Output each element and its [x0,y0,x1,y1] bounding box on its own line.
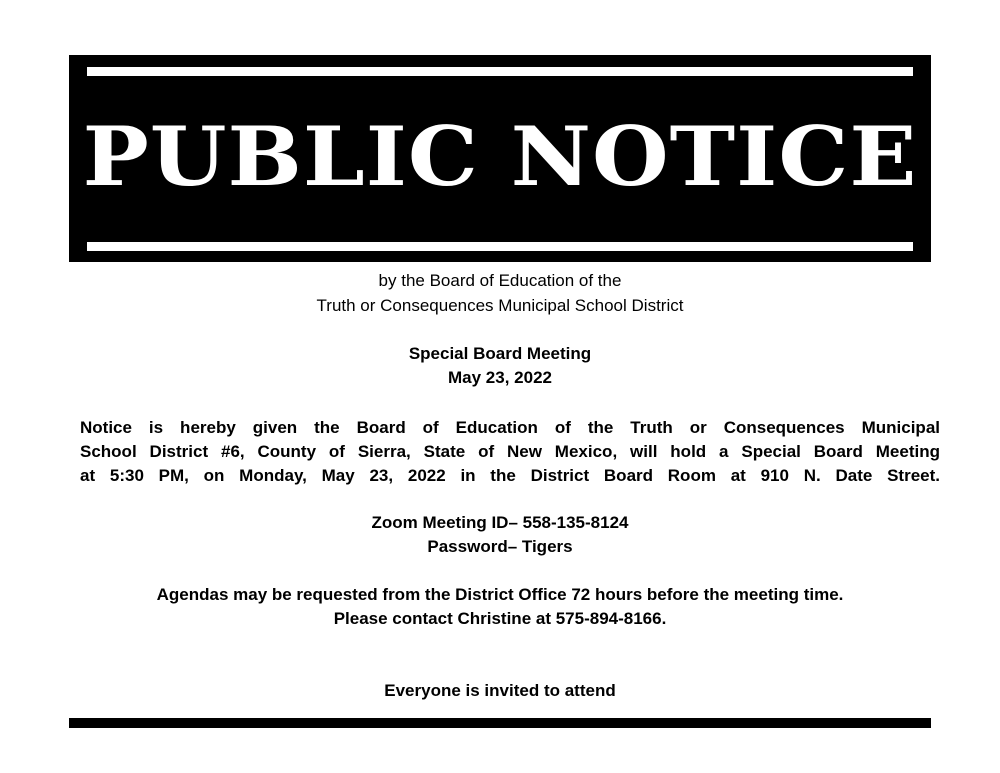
closing-line: Everyone is invited to attend [384,681,616,700]
subtitle-line-2: Truth or Consequences Municipal School District [316,296,684,315]
banner-title: PUBLIC NOTICE [82,107,918,205]
meeting-date: May 23, 2022 [448,368,552,387]
zoom-meeting-id: Zoom Meeting ID– 558-135-8124 [371,513,629,532]
banner-top-rule [87,67,913,76]
public-notice-banner [69,55,931,262]
banner-bottom-rule [87,242,913,251]
notice-line-3: at 5:30 PM, on Monday, May 23, 2022 in the District Board Room at 910 N. Date Street. [80,466,940,485]
notice-line-2: School District #6, County of Sierra, State of New Mexico, will hold a Special Board Meeting [80,442,940,461]
subtitle-line-1: by the Board of Education of the [378,271,622,290]
zoom-password: Password– Tigers [427,537,573,556]
agenda-line-1: Agendas may be requested from the District Office 72 hours before the meeting time. [156,585,844,604]
bottom-rule [69,718,931,728]
notice-paragraph [80,416,940,488]
meeting-name: Special Board Meeting [408,344,592,363]
agenda-line-2: Please contact Christine at 575-894-8166. [333,609,667,628]
notice-line-1: Notice is hereby given the Board of Education of the Truth or Consequences Municipal [80,418,940,437]
